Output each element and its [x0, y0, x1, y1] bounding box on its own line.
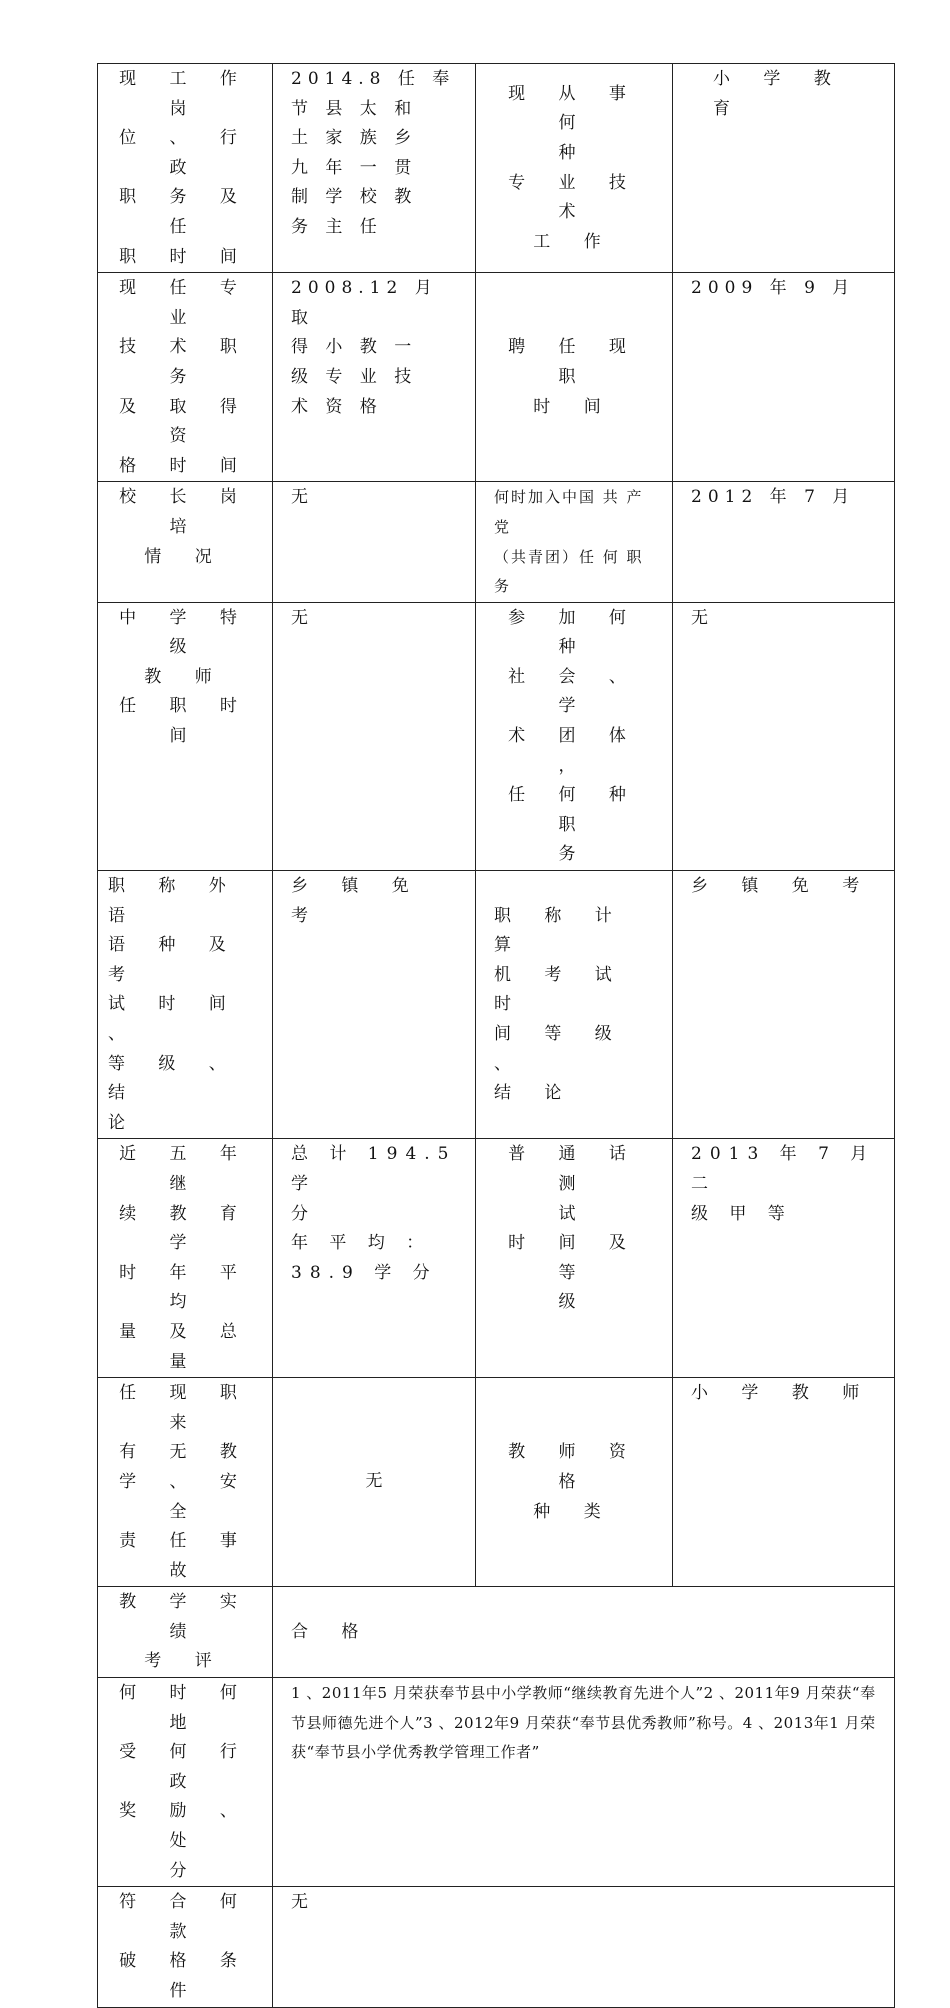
profession-label: 现 从 事 何 种 专 业 技 术 工 作 [508, 83, 640, 252]
value-cell [673, 482, 895, 602]
table-row [98, 871, 895, 1139]
value-cell [273, 1678, 895, 1887]
label-cell [98, 482, 273, 602]
safety-incident-label: 任 现 职 来 有 无 教 学 、 安 全 责 任 事 故 [119, 1383, 251, 1581]
value-cell [273, 871, 476, 1139]
label-cell [98, 64, 273, 273]
label-cell [476, 482, 673, 602]
performance-value: 合 格 [291, 1621, 373, 1642]
label-cell [476, 1139, 673, 1378]
label-cell [476, 1378, 673, 1587]
teacher-qualification-value: 小 学 教 师 [691, 1383, 874, 1404]
value-cell [673, 1139, 895, 1378]
current-position-label: 现 工 作 岗 位 、 行 政 职 务 及 任 职 时 间 [119, 69, 251, 267]
value-cell [273, 1139, 476, 1378]
value-cell [273, 482, 476, 602]
table-row [98, 1139, 895, 1378]
table-row [98, 273, 895, 482]
personnel-form-table [97, 63, 895, 2008]
teacher-qualification-label: 教 师 资 格 种 类 [508, 1442, 640, 1522]
continuing-education-label: 近 五 年 继 续 教 育 学 时 年 平 均 量 及 总 量 [119, 1144, 251, 1372]
label-cell [98, 1587, 273, 1678]
value-cell [273, 1587, 895, 1678]
label-cell [476, 64, 673, 273]
value-cell [673, 1378, 895, 1587]
profession-value: 小 学 教 育 [713, 69, 845, 119]
label-cell [98, 1139, 273, 1378]
special-teacher-label: 中 学 特 级 教 师 任 职 时 间 [119, 607, 251, 747]
value-cell [273, 1378, 476, 1587]
label-cell [476, 602, 673, 870]
label-cell [98, 871, 273, 1139]
label-cell [98, 1378, 273, 1587]
mandarin-test-label: 普 通 话 测 试 时 间 及 等 级 [508, 1144, 640, 1313]
label-cell [476, 273, 673, 482]
technical-title-label: 现 任 专 业 技 术 职 务 及 取 得 资 格 时 间 [119, 278, 251, 476]
value-cell [673, 273, 895, 482]
table-row [98, 1887, 895, 2007]
party-membership-value: 2012 年 7 月 [691, 487, 856, 508]
label-cell [98, 273, 273, 482]
awards-label: 何 时 何 地 受 何 行 政 奖 励 、 处 分 [119, 1683, 251, 1881]
exception-label: 符 合 何 款 破 格 条 件 [119, 1892, 251, 2001]
label-cell [98, 1678, 273, 1887]
value-cell [273, 1887, 895, 2007]
party-membership-label: 何时加入中国 共 产 党 （共青团）任 何 职 务 [494, 488, 644, 596]
table-row [98, 64, 895, 273]
table-row [98, 1587, 895, 1678]
continuing-education-value: 总 计 194.5 学 分 年 平 均 ： 38.9 学 分 [291, 1144, 457, 1283]
safety-incident-value: 无 [365, 1471, 383, 1492]
academic-society-value: 无 [691, 607, 708, 628]
technical-title-value: 2008.12 月 取 得 小 教 一 级 专 业 技 术 资 格 [291, 278, 438, 417]
label-cell [98, 1887, 273, 2007]
value-cell [273, 602, 476, 870]
mandarin-test-value: 2013 年 7 月 二 级 甲 等 [691, 1144, 876, 1224]
performance-label: 教 学 实 绩 考 评 [119, 1592, 251, 1672]
academic-society-label: 参 加 何 种 社 会 、 学 术 团 体 ， 任 何 种 职 务 [508, 607, 640, 865]
appointment-time-value: 2009 年 9 月 [691, 278, 856, 299]
table-row [98, 482, 895, 602]
computer-exam-label: 职 称 计 算 机 考 试 时 间 等 级 、 结 论 [494, 905, 626, 1104]
special-teacher-value: 无 [291, 607, 308, 628]
value-cell [273, 273, 476, 482]
computer-exam-value: 乡 镇 免 考 [691, 876, 874, 897]
principal-training-value: 无 [291, 487, 308, 508]
table-row [98, 1678, 895, 1887]
table-row [98, 1378, 895, 1587]
value-cell [273, 64, 476, 273]
table-row [98, 602, 895, 870]
value-cell [673, 602, 895, 870]
value-cell [673, 64, 895, 273]
value-cell [673, 871, 895, 1139]
current-position-value: 2014.8 任 奉 节 县 太 和 土 家 族 乡 九 年 一 贯 制 学 校 教 务 主 任 [291, 69, 456, 237]
foreign-language-label: 职 称 外 语 语 种 及 考 试 时 间 、 等 级 、 结 论 [108, 876, 240, 1133]
label-cell [98, 602, 273, 870]
appointment-time-label: 聘 任 现 职 时 间 [508, 337, 640, 417]
principal-training-label: 校 长 岗 培 情 况 [119, 487, 251, 567]
awards-value: 1 、2011年5 月荣获奉节县中小学教师“继续教育先进个人”2 、2011年9 月荣获“奉节县师德先进个人”3 、2012年9 月荣获“奉节县优秀教师”称号。4 、2013年1 月荣获“奉节县小学优秀教学管理工作者” [291, 1684, 876, 1762]
exception-value: 无 [291, 1892, 308, 1913]
label-cell [476, 871, 673, 1139]
foreign-language-value: 乡 镇 免 考 [291, 876, 423, 926]
